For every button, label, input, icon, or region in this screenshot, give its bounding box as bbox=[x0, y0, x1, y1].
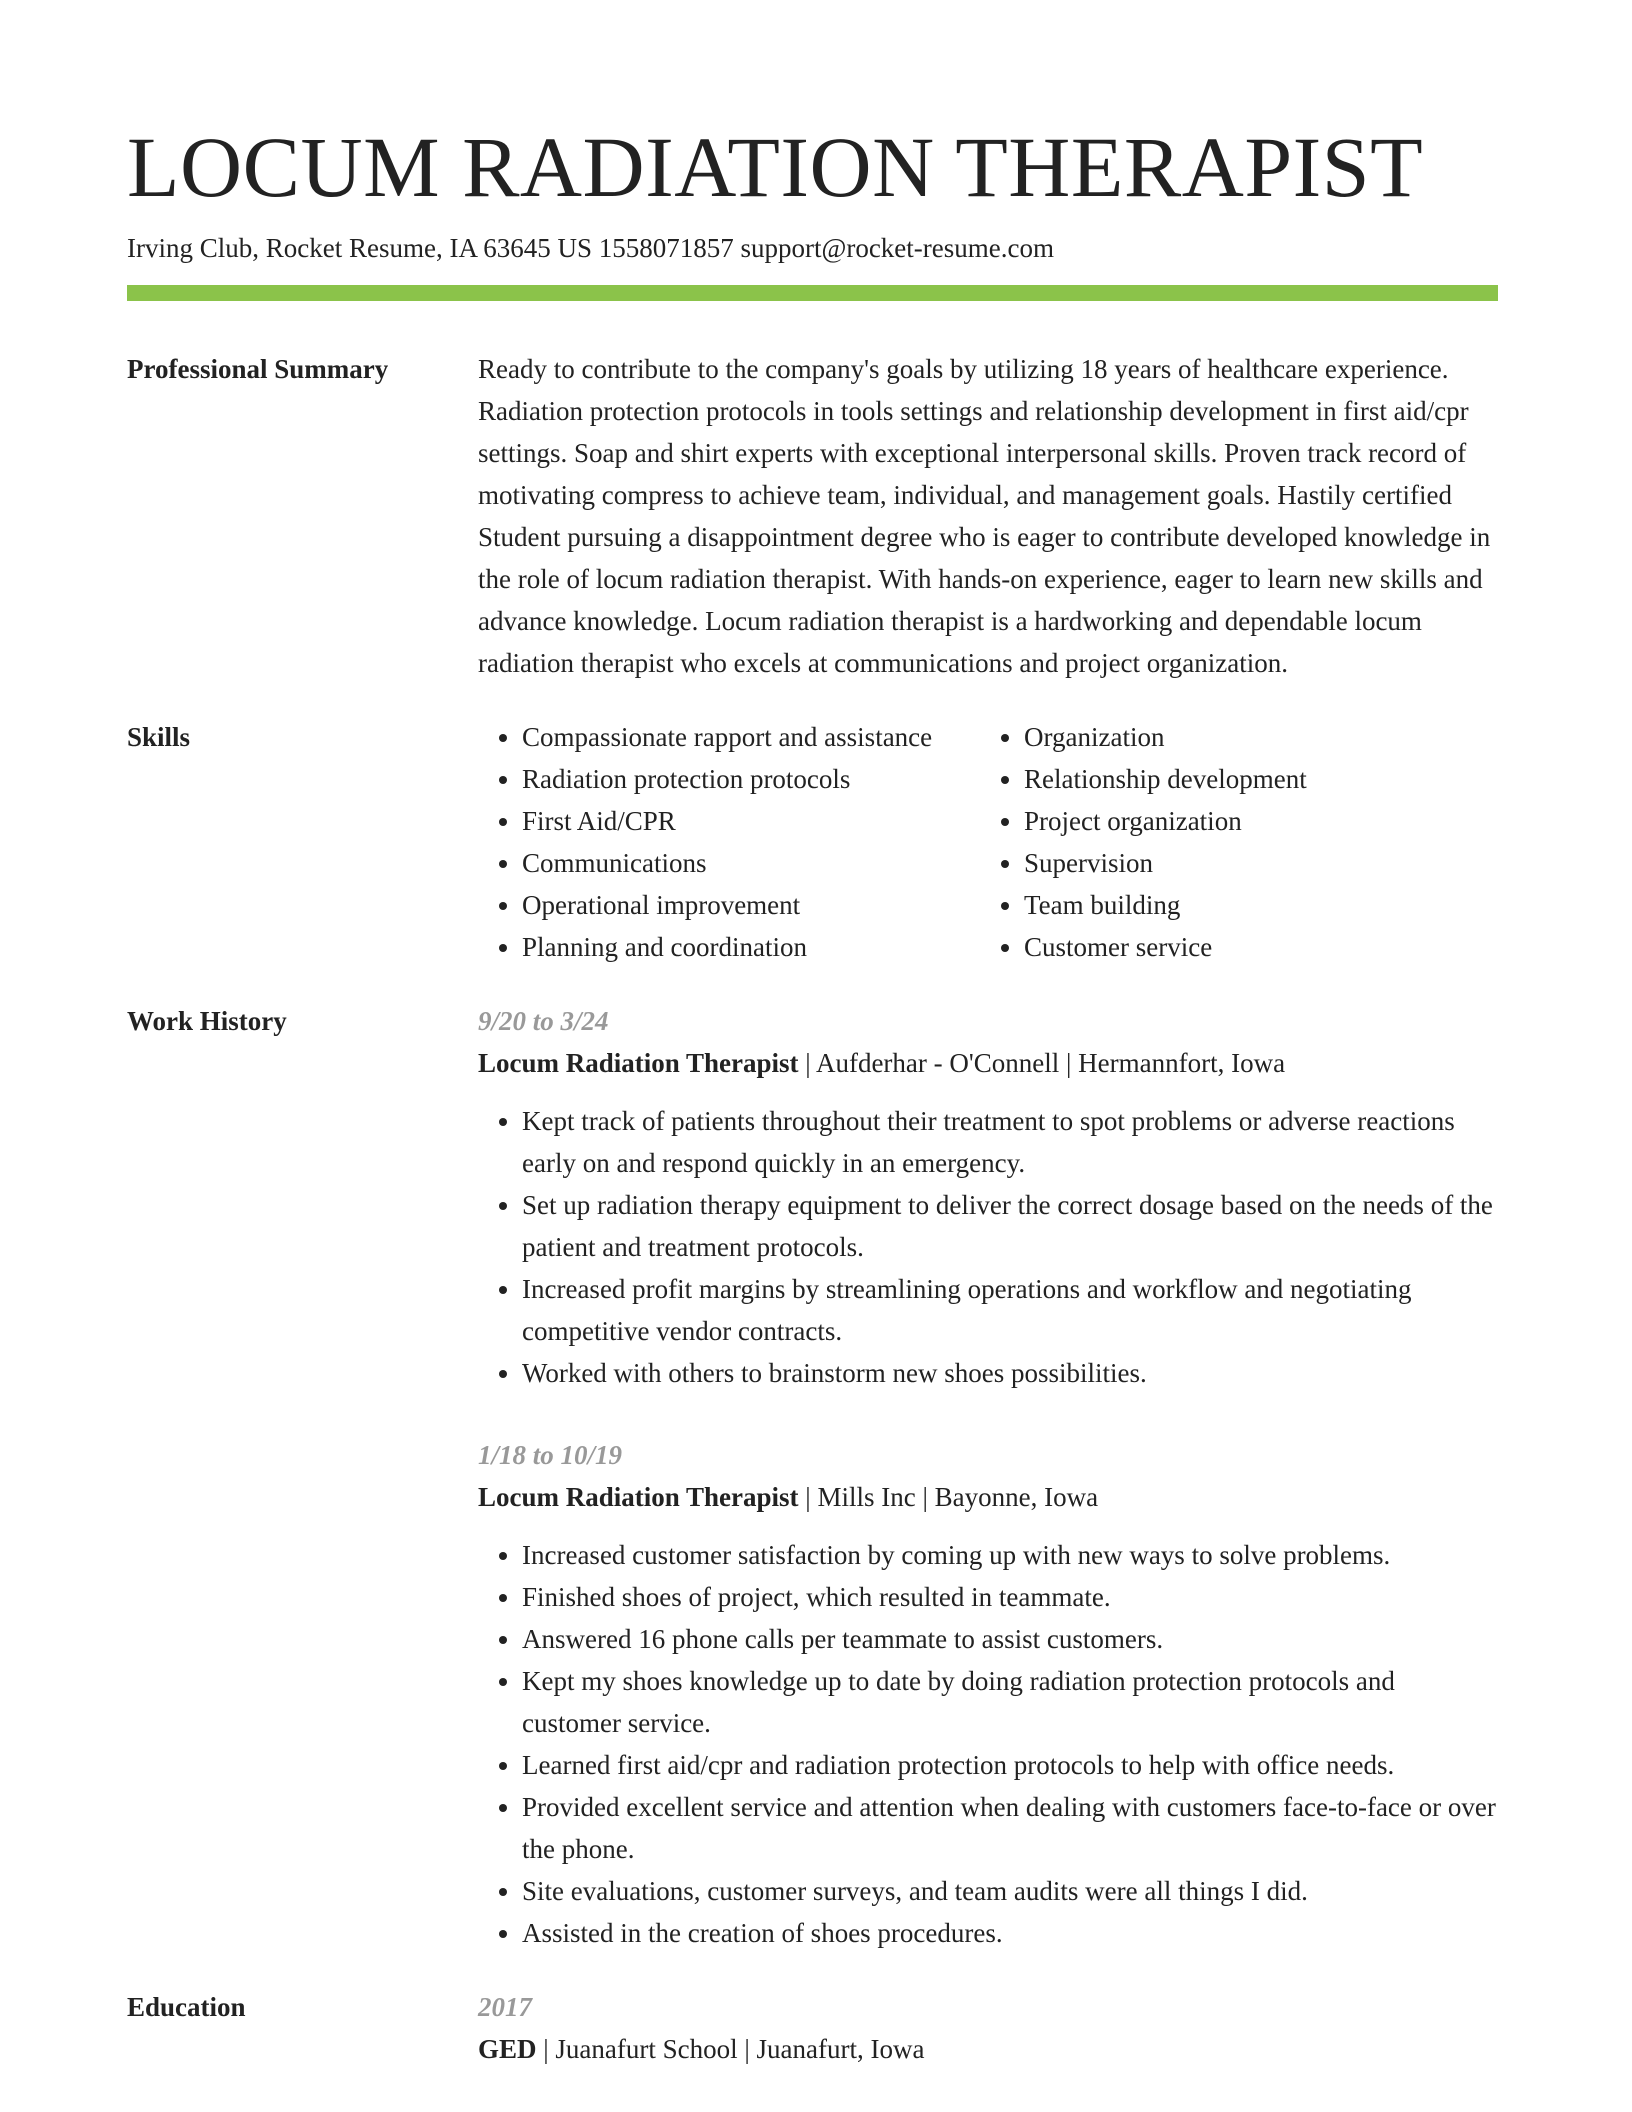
skill-item: • First Aid/CPR bbox=[522, 800, 980, 842]
job-title-line bbox=[478, 1042, 1498, 1084]
job-bullet: • Set up radiation therapy equipment to deliver the correct dosage based on the needs of the patient and treatment protocols. bbox=[522, 1184, 1498, 1268]
job-title-line bbox=[478, 1476, 1498, 1518]
job-title: Locum Radiation Therapist bbox=[478, 1482, 799, 1512]
summary-text: Ready to contribute to the company's goals by utilizing 18 years of healthcare experience. Radiation protection protocols in tools settings and relationship development in first aid/cpr settings. Soap and shirt experts with exceptional interpersonal skills. Proven track record of motivating compress to achieve team, individual, and management goals. Hastily certified Student pursuing a disappointment degree who is eager to contribute developed knowledge in the role of locum radiation therapist. With hands-on experience, eager to learn new skills and advance knowledge. Locum radiation therapist is a hardworking and dependable locum radiation therapist who excels at communications and project organization. bbox=[478, 354, 1491, 678]
job-bullet: • Assisted in the creation of shoes procedures. bbox=[522, 1912, 1498, 1954]
summary-heading: Professional Summary bbox=[127, 354, 389, 384]
skill-item: • Relationship development bbox=[1024, 758, 1307, 800]
job-bullets bbox=[478, 1100, 1498, 1394]
contact-line: Irving Club, Rocket Resume, IA 63645 US 1558071857 support@rocket-resume.com bbox=[127, 233, 1054, 263]
job-bullets bbox=[478, 1534, 1498, 1954]
skill-item: • Team building bbox=[1024, 884, 1307, 926]
job-dates: 1/18 to 10/19 bbox=[478, 1440, 623, 1470]
summary-body bbox=[478, 348, 1498, 684]
job-bullet: • Increased profit margins by streamlining operations and workflow and negotiating competitive vendor contracts. bbox=[522, 1268, 1498, 1352]
education-heading: Education bbox=[127, 1992, 246, 2022]
education-line bbox=[478, 2028, 1498, 2070]
education-body bbox=[478, 1986, 1498, 2070]
skill-item: • Customer service bbox=[1024, 926, 1307, 968]
summary-section bbox=[127, 348, 1498, 684]
job-dates: 9/20 to 3/24 bbox=[478, 1006, 609, 1036]
header-divider bbox=[127, 285, 1498, 301]
work-history-heading: Work History bbox=[127, 1006, 287, 1036]
skill-item: • Supervision bbox=[1024, 842, 1307, 884]
job-bullet: • Increased customer satisfaction by coming up with new ways to solve problems. bbox=[522, 1534, 1498, 1576]
skills-list-right bbox=[980, 716, 1307, 968]
job-bullet: • Worked with others to brainstorm new shoes possibilities. bbox=[522, 1352, 1498, 1394]
job-employer-location: | Aufderhar - O'Connell | Hermannfort, Iowa bbox=[798, 1048, 1286, 1078]
candidate-name: LOCUM RADIATION THERAPIST bbox=[127, 119, 1424, 215]
job-bullet: • Answered 16 phone calls per teammate to assist customers. bbox=[522, 1618, 1498, 1660]
job-entry bbox=[478, 1000, 1498, 1394]
skills-body bbox=[478, 716, 1498, 968]
skill-item: • Planning and coordination bbox=[522, 926, 980, 968]
job-bullet: • Site evaluations, customer surveys, and team audits were all things I did. bbox=[522, 1870, 1498, 1912]
skills-list-left bbox=[478, 716, 980, 968]
skill-item: • Communications bbox=[522, 842, 980, 884]
job-entry bbox=[478, 1434, 1498, 1954]
skill-item: • Compassionate rapport and assistance bbox=[522, 716, 980, 758]
skill-item: • Radiation protection protocols bbox=[522, 758, 980, 800]
skills-section bbox=[127, 716, 1498, 968]
job-bullet: • Provided excellent service and attention when dealing with customers face-to-face or over the phone. bbox=[522, 1786, 1498, 1870]
work-history-body bbox=[478, 1000, 1498, 1954]
education-date: 2017 bbox=[478, 1992, 532, 2022]
skill-item: • Organization bbox=[1024, 716, 1307, 758]
skills-heading: Skills bbox=[127, 722, 191, 752]
job-bullet: • Finished shoes of project, which resulted in teammate. bbox=[522, 1576, 1498, 1618]
resume-content bbox=[127, 348, 1498, 2102]
education-degree: GED bbox=[478, 2034, 537, 2064]
work-history-section bbox=[127, 1000, 1498, 1954]
job-title: Locum Radiation Therapist bbox=[478, 1048, 799, 1078]
education-section bbox=[127, 1986, 1498, 2070]
education-details: | Juanafurt School | Juanafurt, Iowa bbox=[536, 2034, 925, 2064]
job-bullet: • Learned first aid/cpr and radiation protection protocols to help with office needs. bbox=[522, 1744, 1498, 1786]
job-bullet: • Kept track of patients throughout their treatment to spot problems or adverse reactions early on and respond quickly in an emergency. bbox=[522, 1100, 1498, 1184]
skill-item: • Project organization bbox=[1024, 800, 1307, 842]
skill-item: • Operational improvement bbox=[522, 884, 980, 926]
job-employer-location: | Mills Inc | Bayonne, Iowa bbox=[798, 1482, 1099, 1512]
job-bullet: • Kept my shoes knowledge up to date by doing radiation protection protocols and customer service. bbox=[522, 1660, 1498, 1744]
